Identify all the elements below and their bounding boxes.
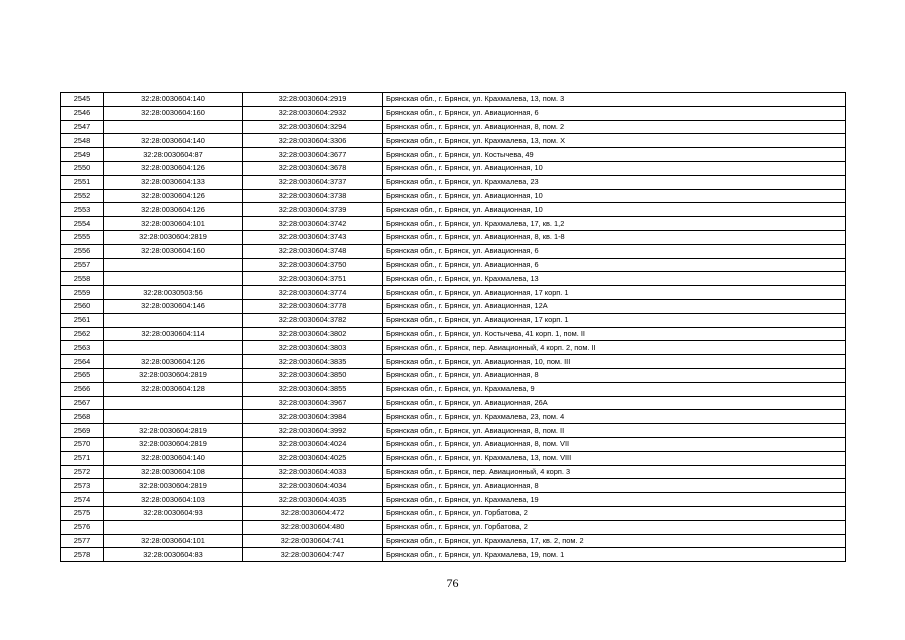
table-row bbox=[61, 93, 846, 107]
object-cadastral-number-cell: 32:28:0030604:4025 bbox=[243, 451, 383, 465]
table-row bbox=[61, 244, 846, 258]
row-number-cell: 2567 bbox=[61, 396, 104, 410]
land-parcel-cadastral-number-cell: 32:28:0030604:2819 bbox=[104, 479, 243, 493]
land-parcel-cadastral-number-cell: 32:28:0030604:87 bbox=[104, 148, 243, 162]
address-cell: Брянская обл., г. Брянск, ул. Авиационная, 6 bbox=[383, 244, 846, 258]
row-number-cell: 2548 bbox=[61, 134, 104, 148]
address-cell: Брянская обл., г. Брянск, ул. Авиационная, 8, кв. 1-8 bbox=[383, 230, 846, 244]
table-row bbox=[61, 520, 846, 534]
land-parcel-cadastral-number-cell bbox=[104, 272, 243, 286]
object-cadastral-number-cell: 32:28:0030604:4033 bbox=[243, 465, 383, 479]
land-parcel-cadastral-number-cell bbox=[104, 520, 243, 534]
row-number-cell: 2569 bbox=[61, 424, 104, 438]
row-number-cell: 2545 bbox=[61, 93, 104, 107]
land-parcel-cadastral-number-cell bbox=[104, 258, 243, 272]
object-cadastral-number-cell: 32:28:0030604:3748 bbox=[243, 244, 383, 258]
table-row bbox=[61, 106, 846, 120]
object-cadastral-number-cell: 32:28:0030604:3738 bbox=[243, 189, 383, 203]
row-number-cell: 2566 bbox=[61, 382, 104, 396]
land-parcel-cadastral-number-cell: 32:28:0030604:2819 bbox=[104, 437, 243, 451]
address-cell: Брянская обл., г. Брянск, ул. Крахмалева, 13, пом. 3 bbox=[383, 93, 846, 107]
land-parcel-cadastral-number-cell: 32:28:0030604:101 bbox=[104, 217, 243, 231]
address-cell: Брянская обл., г. Брянск, ул. Авиационная, 8, пом. 2 bbox=[383, 120, 846, 134]
land-parcel-cadastral-number-cell: 32:28:0030604:140 bbox=[104, 451, 243, 465]
table-row bbox=[61, 313, 846, 327]
row-number-cell: 2578 bbox=[61, 548, 104, 562]
object-cadastral-number-cell: 32:28:0030604:3678 bbox=[243, 161, 383, 175]
row-number-cell: 2565 bbox=[61, 368, 104, 382]
object-cadastral-number-cell: 32:28:0030604:4034 bbox=[243, 479, 383, 493]
object-cadastral-number-cell: 32:28:0030604:3774 bbox=[243, 286, 383, 300]
address-cell: Брянская обл., г. Брянск, ул. Горбатова, 2 bbox=[383, 520, 846, 534]
object-cadastral-number-cell: 32:28:0030604:3739 bbox=[243, 203, 383, 217]
row-number-cell: 2572 bbox=[61, 465, 104, 479]
row-number-cell: 2555 bbox=[61, 230, 104, 244]
table-row bbox=[61, 506, 846, 520]
object-cadastral-number-cell: 32:28:0030604:480 bbox=[243, 520, 383, 534]
table-row bbox=[61, 451, 846, 465]
object-cadastral-number-cell: 32:28:0030604:3967 bbox=[243, 396, 383, 410]
object-cadastral-number-cell: 32:28:0030604:472 bbox=[243, 506, 383, 520]
object-cadastral-number-cell: 32:28:0030604:3984 bbox=[243, 410, 383, 424]
land-parcel-cadastral-number-cell: 32:28:0030604:2819 bbox=[104, 368, 243, 382]
land-parcel-cadastral-number-cell bbox=[104, 341, 243, 355]
row-number-cell: 2571 bbox=[61, 451, 104, 465]
address-cell: Брянская обл., г. Брянск, ул. Авиационная, 10 bbox=[383, 161, 846, 175]
address-cell: Брянская обл., г. Брянск, ул. Крахмалева, 19 bbox=[383, 493, 846, 507]
address-cell: Брянская обл., г. Брянск, ул. Крахмалева, 13, пом. X bbox=[383, 134, 846, 148]
address-cell: Брянская обл., г. Брянск, ул. Крахмалева, 17, кв. 2, пом. 2 bbox=[383, 534, 846, 548]
land-parcel-cadastral-number-cell: 32:28:0030604:83 bbox=[104, 548, 243, 562]
row-number-cell: 2557 bbox=[61, 258, 104, 272]
address-cell: Брянская обл., г. Брянск, ул. Авиационная, 8 bbox=[383, 368, 846, 382]
row-number-cell: 2552 bbox=[61, 189, 104, 203]
address-cell: Брянская обл., г. Брянск, ул. Авиационная, 26А bbox=[383, 396, 846, 410]
row-number-cell: 2560 bbox=[61, 299, 104, 313]
row-number-cell: 2575 bbox=[61, 506, 104, 520]
address-cell: Брянская обл., г. Брянск, ул. Авиационная, 10 bbox=[383, 203, 846, 217]
object-cadastral-number-cell: 32:28:0030604:3803 bbox=[243, 341, 383, 355]
table-row bbox=[61, 437, 846, 451]
row-number-cell: 2554 bbox=[61, 217, 104, 231]
object-cadastral-number-cell: 32:28:0030604:3855 bbox=[243, 382, 383, 396]
row-number-cell: 2561 bbox=[61, 313, 104, 327]
table-row bbox=[61, 286, 846, 300]
row-number-cell: 2564 bbox=[61, 355, 104, 369]
address-cell: Брянская обл., г. Брянск, ул. Крахмалева, 23, пом. 4 bbox=[383, 410, 846, 424]
land-parcel-cadastral-number-cell: 32:28:0030604:126 bbox=[104, 203, 243, 217]
land-parcel-cadastral-number-cell bbox=[104, 396, 243, 410]
table-row bbox=[61, 465, 846, 479]
address-cell: Брянская обл., г. Брянск, ул. Крахмалева, 9 bbox=[383, 382, 846, 396]
land-parcel-cadastral-number-cell: 32:28:0030604:93 bbox=[104, 506, 243, 520]
address-cell: Брянская обл., г. Брянск, ул. Костычева, 49 bbox=[383, 148, 846, 162]
object-cadastral-number-cell: 32:28:0030604:3294 bbox=[243, 120, 383, 134]
table-row bbox=[61, 410, 846, 424]
table-row bbox=[61, 161, 846, 175]
table-row bbox=[61, 341, 846, 355]
address-cell: Брянская обл., г. Брянск, ул. Авиационная, 17 корп. 1 bbox=[383, 286, 846, 300]
land-parcel-cadastral-number-cell: 32:28:0030604:2819 bbox=[104, 424, 243, 438]
address-cell: Брянская обл., г. Брянск, ул. Крахмалева, 19, пом. 1 bbox=[383, 548, 846, 562]
table-row bbox=[61, 175, 846, 189]
table-row bbox=[61, 230, 846, 244]
address-cell: Брянская обл., г. Брянск, ул. Авиационная, 6 bbox=[383, 258, 846, 272]
address-cell: Брянская обл., г. Брянск, ул. Крахмалева, 13, пом. VIII bbox=[383, 451, 846, 465]
land-parcel-cadastral-number-cell: 32:28:0030604:103 bbox=[104, 493, 243, 507]
table-row bbox=[61, 327, 846, 341]
registry-table bbox=[60, 92, 846, 562]
address-cell: Брянская обл., г. Брянск, пер. Авиационный, 4 корп. 2, пом. II bbox=[383, 341, 846, 355]
land-parcel-cadastral-number-cell: 32:28:0030604:101 bbox=[104, 534, 243, 548]
address-cell: Брянская обл., г. Брянск, ул. Горбатова, 2 bbox=[383, 506, 846, 520]
table-row bbox=[61, 299, 846, 313]
object-cadastral-number-cell: 32:28:0030604:3992 bbox=[243, 424, 383, 438]
row-number-cell: 2549 bbox=[61, 148, 104, 162]
object-cadastral-number-cell: 32:28:0030604:3850 bbox=[243, 368, 383, 382]
land-parcel-cadastral-number-cell: 32:28:0030604:140 bbox=[104, 93, 243, 107]
land-parcel-cadastral-number-cell: 32:28:0030604:126 bbox=[104, 161, 243, 175]
row-number-cell: 2563 bbox=[61, 341, 104, 355]
object-cadastral-number-cell: 32:28:0030604:3835 bbox=[243, 355, 383, 369]
row-number-cell: 2568 bbox=[61, 410, 104, 424]
table-row bbox=[61, 368, 846, 382]
table-row bbox=[61, 203, 846, 217]
row-number-cell: 2558 bbox=[61, 272, 104, 286]
land-parcel-cadastral-number-cell: 32:28:0030604:133 bbox=[104, 175, 243, 189]
object-cadastral-number-cell: 32:28:0030604:3742 bbox=[243, 217, 383, 231]
land-parcel-cadastral-number-cell bbox=[104, 410, 243, 424]
table-row bbox=[61, 148, 846, 162]
table-row bbox=[61, 396, 846, 410]
address-cell: Брянская обл., г. Брянск, ул. Авиационная, 17 корп. 1 bbox=[383, 313, 846, 327]
row-number-cell: 2547 bbox=[61, 120, 104, 134]
land-parcel-cadastral-number-cell: 32:28:0030604:146 bbox=[104, 299, 243, 313]
land-parcel-cadastral-number-cell: 32:28:0030604:2819 bbox=[104, 230, 243, 244]
address-cell: Брянская обл., г. Брянск, ул. Авиационная, 8, пом. VII bbox=[383, 437, 846, 451]
row-number-cell: 2576 bbox=[61, 520, 104, 534]
row-number-cell: 2551 bbox=[61, 175, 104, 189]
table-row bbox=[61, 134, 846, 148]
row-number-cell: 2570 bbox=[61, 437, 104, 451]
object-cadastral-number-cell: 32:28:0030604:741 bbox=[243, 534, 383, 548]
land-parcel-cadastral-number-cell: 32:28:0030604:140 bbox=[104, 134, 243, 148]
table-row bbox=[61, 189, 846, 203]
table-row bbox=[61, 548, 846, 562]
land-parcel-cadastral-number-cell bbox=[104, 313, 243, 327]
registry-table-body bbox=[61, 93, 846, 562]
table-row bbox=[61, 493, 846, 507]
row-number-cell: 2550 bbox=[61, 161, 104, 175]
address-cell: Брянская обл., г. Брянск, ул. Авиационная, 10 bbox=[383, 189, 846, 203]
row-number-cell: 2556 bbox=[61, 244, 104, 258]
address-cell: Брянская обл., г. Брянск, ул. Авиационная, 6 bbox=[383, 106, 846, 120]
row-number-cell: 2559 bbox=[61, 286, 104, 300]
object-cadastral-number-cell: 32:28:0030604:3778 bbox=[243, 299, 383, 313]
land-parcel-cadastral-number-cell: 32:28:0030604:108 bbox=[104, 465, 243, 479]
object-cadastral-number-cell: 32:28:0030604:2932 bbox=[243, 106, 383, 120]
object-cadastral-number-cell: 32:28:0030604:3306 bbox=[243, 134, 383, 148]
object-cadastral-number-cell: 32:28:0030604:3743 bbox=[243, 230, 383, 244]
row-number-cell: 2573 bbox=[61, 479, 104, 493]
table-row bbox=[61, 479, 846, 493]
address-cell: Брянская обл., г. Брянск, ул. Авиационная, 8, пом. II bbox=[383, 424, 846, 438]
address-cell: Брянская обл., г. Брянск, ул. Крахмалева, 17, кв. 1,2 bbox=[383, 217, 846, 231]
address-cell: Брянская обл., г. Брянск, пер. Авиационный, 4 корп. 3 bbox=[383, 465, 846, 479]
object-cadastral-number-cell: 32:28:0030604:3782 bbox=[243, 313, 383, 327]
land-parcel-cadastral-number-cell: 32:28:0030604:128 bbox=[104, 382, 243, 396]
object-cadastral-number-cell: 32:28:0030604:4035 bbox=[243, 493, 383, 507]
table-row bbox=[61, 534, 846, 548]
land-parcel-cadastral-number-cell: 32:28:0030604:114 bbox=[104, 327, 243, 341]
object-cadastral-number-cell: 32:28:0030604:747 bbox=[243, 548, 383, 562]
object-cadastral-number-cell: 32:28:0030604:3802 bbox=[243, 327, 383, 341]
object-cadastral-number-cell: 32:28:0030604:4024 bbox=[243, 437, 383, 451]
table-row bbox=[61, 120, 846, 134]
land-parcel-cadastral-number-cell: 32:28:0030604:126 bbox=[104, 189, 243, 203]
object-cadastral-number-cell: 32:28:0030604:3737 bbox=[243, 175, 383, 189]
row-number-cell: 2553 bbox=[61, 203, 104, 217]
object-cadastral-number-cell: 32:28:0030604:2919 bbox=[243, 93, 383, 107]
table-row bbox=[61, 217, 846, 231]
land-parcel-cadastral-number-cell: 32:28:0030604:160 bbox=[104, 244, 243, 258]
address-cell: Брянская обл., г. Брянск, ул. Авиационная, 10, пом. III bbox=[383, 355, 846, 369]
row-number-cell: 2562 bbox=[61, 327, 104, 341]
table-row bbox=[61, 355, 846, 369]
object-cadastral-number-cell: 32:28:0030604:3750 bbox=[243, 258, 383, 272]
land-parcel-cadastral-number-cell: 32:28:0030604:160 bbox=[104, 106, 243, 120]
object-cadastral-number-cell: 32:28:0030604:3677 bbox=[243, 148, 383, 162]
address-cell: Брянская обл., г. Брянск, ул. Авиационная, 12А bbox=[383, 299, 846, 313]
address-cell: Брянская обл., г. Брянск, ул. Авиационная, 8 bbox=[383, 479, 846, 493]
land-parcel-cadastral-number-cell bbox=[104, 120, 243, 134]
land-parcel-cadastral-number-cell: 32:28:0030503:56 bbox=[104, 286, 243, 300]
row-number-cell: 2574 bbox=[61, 493, 104, 507]
row-number-cell: 2546 bbox=[61, 106, 104, 120]
table-row bbox=[61, 272, 846, 286]
address-cell: Брянская обл., г. Брянск, ул. Крахмалева, 23 bbox=[383, 175, 846, 189]
address-cell: Брянская обл., г. Брянск, ул. Крахмалева, 13 bbox=[383, 272, 846, 286]
table-row bbox=[61, 258, 846, 272]
page-number: 76 bbox=[446, 576, 459, 590]
address-cell: Брянская обл., г. Брянск, ул. Костычева, 41 корп. 1, пом. II bbox=[383, 327, 846, 341]
table-row bbox=[61, 424, 846, 438]
object-cadastral-number-cell: 32:28:0030604:3751 bbox=[243, 272, 383, 286]
land-parcel-cadastral-number-cell: 32:28:0030604:126 bbox=[104, 355, 243, 369]
table-row bbox=[61, 382, 846, 396]
row-number-cell: 2577 bbox=[61, 534, 104, 548]
